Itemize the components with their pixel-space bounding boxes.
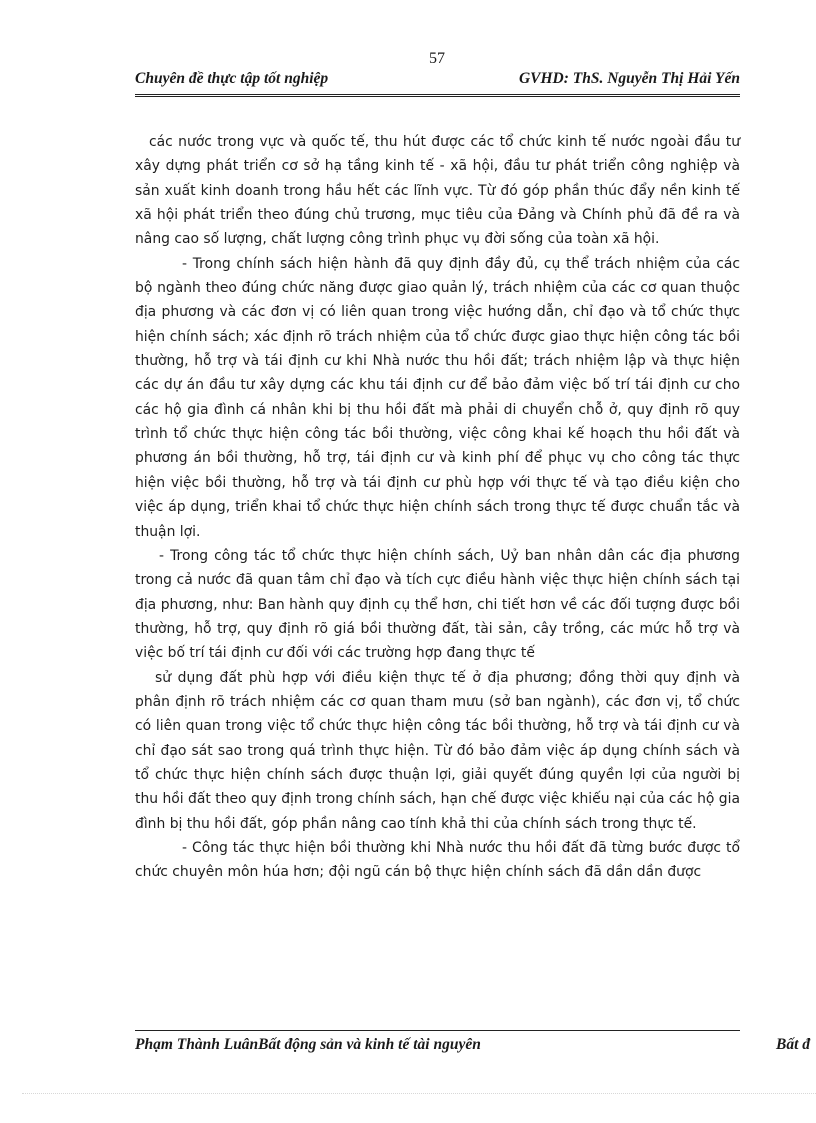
paragraph: các nước trong vực và quốc tế, thu hút được các tổ chức kinh tế nước ngoài đầu tư xây dựng phát triển cơ sở hạ tầng kinh tế - xã hội, đầu tư phát triển công nghiệp và sản xuất kinh doanh trong hầu hết các lĩnh vực. Từ đó góp phần thúc đẩy nền kinh tế xã hội phát triển theo đúng chủ trương, mục tiêu của Đảng và Chính phủ đã đề ra và nâng cao số lượng, chất lượng công trình phục vụ đời sống của toàn xã hội. — [135, 134, 740, 248]
document-body — [135, 130, 740, 885]
header-supervisor: GVHD: ThS. Nguyễn Thị Hải Yến — [518, 70, 740, 87]
header-title: Chuyên đề thực tập tốt nghiệp — [135, 70, 329, 87]
page-number: 57 — [429, 50, 445, 67]
footer-divider — [135, 1030, 740, 1031]
paragraph: sử dụng đất phù hợp với điều kiện thực tế ở địa phương; đồng thời quy định và phân định rõ trách nhiệm các cơ quan tham mưu (sở ban ngành), các đơn vị, tổ chức có liên quan trong việc tổ chức thực hiện công tác bồi thường, hỗ trợ và tái định cư và chỉ đạo sát sao trong quá trình thực hiện. Từ đó bảo đảm việc áp dụng chính sách và tổ chức thực hiện chính sách được thuận lợi, giải quyết đúng quyền lợi của người bị thu hồi đất theo quy định trong chính sách, hạn chế được việc khiếu nại của các hộ gia đình bị thu hồi đất, góp phần nâng cao tính khả thi của chính sách trong thực tế. — [135, 669, 740, 832]
paragraph: - Trong công tác tổ chức thực hiện chính sách, Uỷ ban nhân dân các địa phương trong cả nước đã quan tâm chỉ đạo và tích cực điều hành việc thực hiện chính sách tại địa phương, như: Ban hành quy định cụ thể hơn, chi tiết hơn về các đối tượng được bồi thường, hỗ trợ, quy định rõ giá bồi thường đất, tài sản, cây trồng, các mức hỗ trợ và việc bố trí tái định cư đối với các trường hợp đang thực tế — [135, 547, 740, 662]
footer-author: Phạm Thành LuânBất động sản và kinh tế tài nguyên — [135, 1036, 481, 1053]
page-header — [135, 70, 740, 97]
page-edge-divider — [22, 1093, 816, 1094]
paragraph: - Công tác thực hiện bồi thường khi Nhà nước thu hồi đất đã từng bước được tổ chức chuyên môn húa hơn; đội ngũ cán bộ thực hiện chính sách đã dần dần được — [135, 839, 740, 881]
paragraph: - Trong chính sách hiện hành đã quy định đầy đủ, cụ thể trách nhiệm của các bộ ngành theo đúng chức năng được giao quản lý, trách nhiệm của các cơ quan thuộc địa phương và các đơn vị có liên quan trong việc hướng dẫn, chỉ đạo và tổ chức thực hiện chính sách; xác định rõ trách nhiệm của tổ chức được giao thực hiện công tác bồi thường, hỗ trợ và tái định cư khi Nhà nước thu hồi đất; trách nhiệm lập và thực hiện các dự án đầu tư xây dựng các khu tái định cư để bảo đảm việc bố trí tái định cư cho các hộ gia đình cá nhân khi bị thu hồi đất mà phải di chuyển chỗ ở, quy định rõ quy trình tổ chức thực hiện công tác bồi thường, việc công khai kế hoạch thu hồi đất và phương án bồi thường, hỗ trợ, tái định cư và kinh phí để phục vụ cho công tác thực hiện việc bồi thường, hỗ trợ và tái định cư phù hợp với thực tế và tạo điều kiện cho việc áp dụng, triển khai tổ chức thực hiện chính sách trong thực tế được chuẩn tắc và thuận lợi. — [135, 255, 740, 540]
footer-truncated: Bất đ — [776, 1036, 811, 1053]
